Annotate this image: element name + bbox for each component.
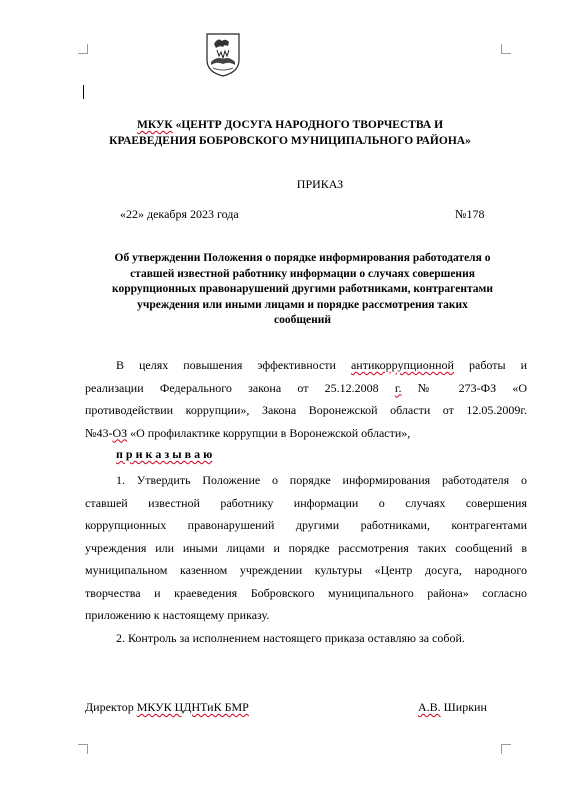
document-type: ПРИКАЗ bbox=[296, 177, 344, 191]
intro-line: В целях повышения эффективности антикоррупционной работы и bbox=[116, 358, 527, 372]
subject-line: учреждения или иными лицами и порядке рассмотрения таких bbox=[137, 298, 468, 311]
document-date: «22» декабря 2023 года bbox=[120, 207, 239, 221]
item1-line: муниципальном казенном учреждении культуры «Центр досуга, народного bbox=[85, 563, 527, 577]
item1-line: учреждения или иными лицами и порядке рассмотрения таких сообщений в bbox=[85, 540, 527, 555]
subject-line: сообщений bbox=[273, 314, 332, 326]
intro-line: №43-ОЗ «О профилактике коррупции в Воронежской области», bbox=[85, 425, 411, 440]
item1-line: приложению к настоящему приказу. bbox=[85, 608, 270, 622]
text-cursor[interactable] bbox=[83, 85, 84, 99]
margin-corner-bottom-left bbox=[78, 744, 88, 754]
item1-line: творчества и краеведения Бобровского муниципального района» согласно bbox=[85, 585, 527, 600]
organization-line-1: МКУК «ЦЕНТР ДОСУГА НАРОДНОГО ТВОРЧЕСТВА И bbox=[136, 119, 444, 131]
organization-header bbox=[70, 117, 510, 149]
item1-line: коррупционных правонарушений другими работниками, контрагентами bbox=[85, 518, 527, 532]
coat-of-arms-icon bbox=[205, 32, 241, 78]
intro-line: реализации Федерального закона от 25.12.2008 г. № 273-ФЗ «О bbox=[85, 380, 527, 395]
document-number: №178 bbox=[455, 207, 485, 221]
intro-line: противодействии коррупции», Закона Воронежской области от 12.05.2009г. bbox=[85, 403, 527, 417]
subject-line: Об утверждении Положения о порядке информирования работодателя о bbox=[114, 252, 491, 264]
margin-corner-bottom-right bbox=[501, 744, 511, 754]
item1-line: ставшей известной работнику информации о случаях совершения bbox=[85, 495, 527, 510]
organization-line-2: КРАЕВЕДЕНИЯ БОБРОВСКОГО МУНИЦИПАЛЬНОГО РАЙОНА» bbox=[109, 135, 471, 147]
subject-line: коррупционных правонарушений другими работниками, контрагентами bbox=[112, 283, 493, 295]
item1-line: 1. Утвердить Положение о порядке информирования работодателя о bbox=[116, 473, 527, 487]
order-item-1 bbox=[85, 469, 527, 627]
margin-corner-top-left bbox=[78, 44, 88, 54]
signature-title: Директор МКУК ЦДНТиК БМР bbox=[85, 700, 249, 714]
margin-corner-top-right bbox=[501, 44, 511, 54]
order-word: п р и к а з ы в а ю bbox=[116, 447, 213, 461]
subject-line: ставшей известной работнику информации о случаях совершения bbox=[130, 267, 475, 280]
intro-paragraph bbox=[85, 354, 527, 444]
order-item-2: 2. Контроль за исполнением настоящего приказа оставляю за собой. bbox=[116, 631, 465, 645]
document-subject bbox=[80, 251, 525, 329]
signature-name: А.В. Ширкин bbox=[418, 700, 487, 714]
